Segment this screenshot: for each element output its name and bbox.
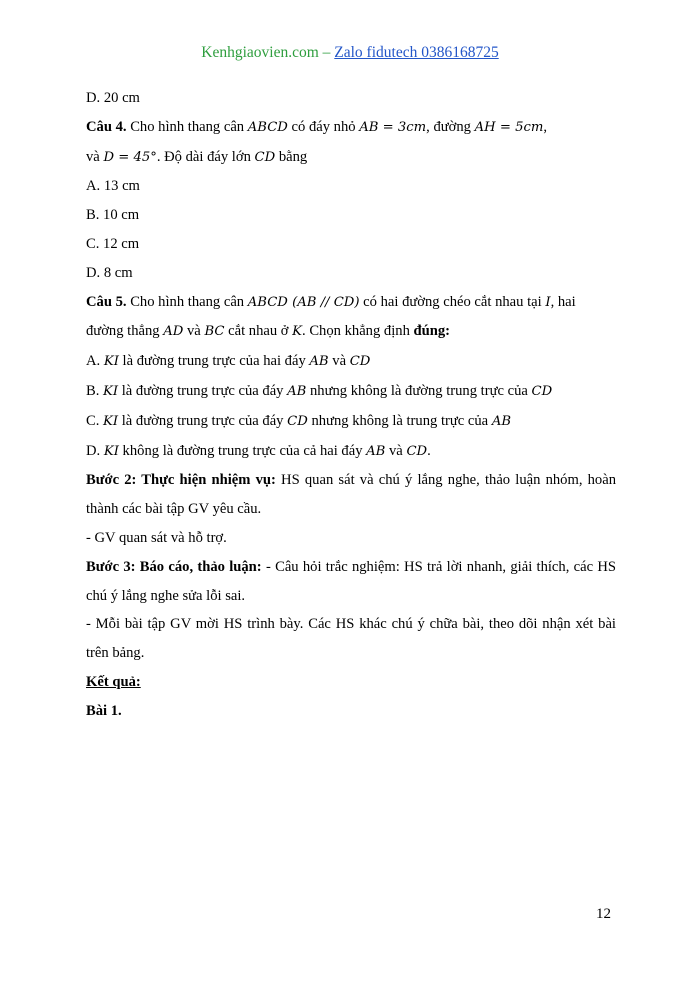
math-ab: AB = 3cm	[359, 119, 427, 135]
header-separator: –	[318, 44, 335, 61]
q4-option: D. 8 cm	[86, 264, 133, 281]
math-i: I	[545, 294, 551, 310]
option-prefix: C.	[86, 412, 104, 429]
q5-emphasis: đúng:	[413, 323, 451, 340]
math-bc: BC	[204, 324, 225, 340]
option-text: và	[385, 442, 407, 459]
q4-question	[86, 113, 616, 173]
q5-text: có hai đường chéo cắt nhau tại	[359, 293, 546, 310]
step3-paragraph	[86, 553, 616, 611]
math-ki: KI	[103, 383, 119, 399]
option-prefix: D.	[86, 442, 104, 459]
option-text: là đường trung trực của đáy	[118, 412, 288, 429]
q4-text: ,	[543, 118, 548, 135]
option-text: không là đường trung trực của cả hai đáy	[118, 442, 367, 459]
q3-option-d: D. 20 cm	[86, 90, 140, 106]
option-text: .	[427, 442, 431, 459]
math-ki: KI	[103, 354, 119, 370]
exercise-label: Bài 1.	[86, 702, 122, 719]
option-text: nhưng không là trung trực của	[307, 412, 492, 429]
q4-text: và	[86, 148, 104, 165]
q5-text: và	[183, 323, 205, 340]
math-ad: AD	[163, 324, 184, 340]
q5-label: Câu 5.	[86, 293, 127, 310]
math-segment: AB	[366, 443, 386, 459]
q4-text: có đáy nhỏ	[287, 118, 360, 135]
q5-option-a	[86, 347, 616, 377]
q5-option-b	[86, 377, 616, 407]
option-text: và	[328, 353, 350, 370]
step3-note: - Mỗi bài tập GV mời HS trình bày. Các HS khác chú ý chữa bài, theo dõi nhận xét bài trên bảng.	[86, 616, 616, 662]
option-prefix: B.	[86, 382, 104, 399]
math-segment: AB	[491, 413, 512, 429]
header-contact-link[interactable]: Zalo fidutech 0386168725	[334, 44, 499, 61]
q5-text: Cho hình thang cân	[126, 293, 248, 310]
q5-option-c	[86, 407, 616, 437]
header-site[interactable]: Kenhgiaovien.com	[201, 44, 319, 61]
q4-option: A. 13 cm	[86, 178, 140, 195]
step2-note: - GV quan sát và hỗ trợ.	[86, 529, 227, 546]
option-text: là đường trung trực của đáy	[118, 382, 288, 399]
math-k: K	[292, 324, 303, 340]
q4-option: C. 12 cm	[86, 235, 140, 252]
q5-text: đường thẳng	[86, 323, 164, 340]
step2-text: HS quan sát và chú ý lắng nghe, thảo luận nhóm, hoàn thành các bài tập GV yêu cầu.	[86, 472, 617, 518]
page-number: 12	[596, 906, 611, 922]
q4-option: B. 10 cm	[86, 207, 140, 224]
math-abcd: ABCD (AB // CD)	[247, 294, 360, 310]
math-segment: CD	[287, 413, 308, 429]
result-heading	[86, 668, 616, 697]
math-ki: KI	[103, 443, 119, 459]
math-segment: CD	[406, 443, 428, 459]
math-ah: AH = 5cm	[474, 119, 544, 135]
step3-text: - Câu hỏi trắc nghiệm: HS trả lời nhanh, giải thích, các HS chú ý lắng nghe sửa lỗi sai.	[86, 558, 616, 604]
math-cd: CD	[254, 149, 276, 165]
math-segment: AB	[309, 354, 329, 370]
q4-text: . Độ dài đáy lớn	[156, 148, 255, 165]
math-segment: CD	[531, 383, 553, 399]
option-text: nhưng không là đường trung trực của	[306, 382, 532, 399]
q4-text: , đường	[426, 118, 475, 135]
math-abcd: ABCD	[247, 119, 288, 135]
option-text: là đường trung trực của hai đáy	[118, 353, 310, 370]
math-segment: CD	[349, 354, 371, 370]
q5-question	[86, 288, 616, 348]
q5-text: cắt nhau ở	[224, 323, 293, 340]
q4-text: Cho hình thang cân	[126, 118, 248, 135]
math-angle-d: D = 45°	[103, 149, 157, 165]
q5-text: , hai	[550, 293, 576, 310]
document-body	[86, 84, 616, 726]
q4-label: Câu 4.	[86, 118, 127, 135]
result-label: Kết quả:	[86, 673, 141, 690]
option-prefix: A.	[86, 353, 104, 370]
math-ki: KI	[103, 413, 119, 429]
math-segment: AB	[287, 383, 307, 399]
step2-label: Bước 2: Thực hiện nhiệm vụ:	[86, 472, 276, 489]
q5-text: . Chọn khẳng định	[302, 323, 414, 340]
step3-label: Bước 3: Báo cáo, thảo luận:	[86, 558, 262, 575]
page-header	[0, 44, 700, 62]
step2-paragraph	[86, 466, 616, 524]
exercise-heading	[86, 697, 616, 726]
q4-text: bằng	[275, 148, 308, 165]
q5-option-d	[86, 437, 616, 467]
